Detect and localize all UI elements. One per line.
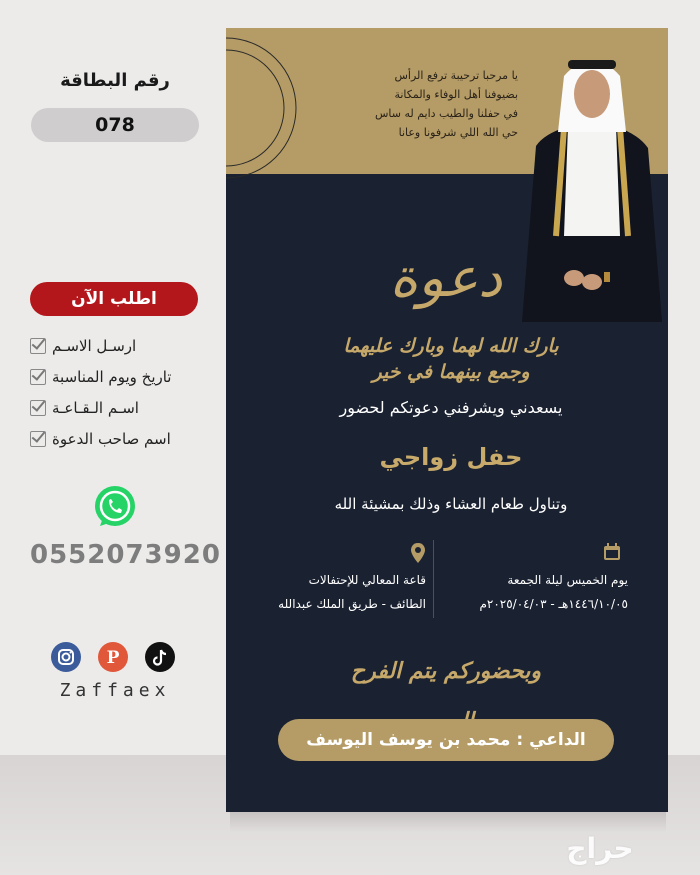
- venue-info: [256, 568, 426, 616]
- poem-line: يا مرحبا ترحيبة ترفع الرأس: [394, 69, 518, 82]
- invitation-card: [226, 28, 668, 812]
- card-shadow: [230, 812, 666, 832]
- info-divider: [433, 540, 434, 618]
- requirement-item: [30, 392, 200, 423]
- order-now-button[interactable]: اطلب الآن: [30, 282, 198, 316]
- card-number-badge: 078: [31, 108, 199, 142]
- closing-calligraphy: وبحضوركم يتم الفرح: [350, 658, 542, 684]
- requirement-text: ارسـل الاسـم: [52, 336, 137, 355]
- checkbox-icon: [30, 431, 46, 447]
- dinner-line: وتناول طعام العشاء وذلك بمشيئة الله: [334, 495, 568, 513]
- card-number-label: رقم البطاقة: [60, 70, 170, 91]
- tiktok-icon[interactable]: [145, 642, 175, 672]
- brand-name: Zaffaex: [59, 680, 171, 701]
- requirements-list: [30, 330, 200, 454]
- date-info: [448, 568, 628, 616]
- groom-figure-image: [516, 36, 666, 322]
- occasion-title: حفل زواجي: [379, 443, 523, 471]
- requirement-text: اسـم الـقـاعـة: [52, 398, 139, 417]
- pinterest-icon[interactable]: [98, 642, 128, 672]
- date-value: ١٤٤٦/١٠/٠٥هـ - ٢٠٢٥/٠٤/٠٣م: [479, 597, 628, 611]
- requirement-text: اسم صاحب الدعوة: [52, 429, 171, 448]
- requirement-item: [30, 423, 200, 454]
- requirement-item: [30, 361, 200, 392]
- instagram-icon[interactable]: [51, 642, 81, 672]
- checkbox-icon: [30, 369, 46, 385]
- poem-line: حي الله اللي شرفونا وعانا: [398, 126, 518, 139]
- checkbox-icon: [30, 400, 46, 416]
- site-watermark: حراج: [566, 832, 634, 865]
- checkbox-icon: [30, 338, 46, 354]
- host-badge: الداعي : محمد بن يوسف اليوسف: [278, 719, 614, 761]
- requirement-text: تاريخ ويوم المناسبة: [52, 367, 172, 386]
- poem-verses: [322, 66, 518, 142]
- date-day: يوم الخميس ليلة الجمعة: [507, 573, 628, 587]
- phone-number[interactable]: 0552073920: [30, 540, 221, 570]
- calendar-icon: [602, 542, 622, 562]
- invitation-title: دعوة: [389, 246, 503, 309]
- svg-text:P: P: [106, 648, 120, 668]
- invitation-intro: يسعدني ويشرفني دعوتكم لحضور: [339, 398, 563, 417]
- blessing-calligraphy: بارك الله لهما وبارك عليهما وجمع بينهما في خير: [343, 335, 559, 383]
- decorative-arcs: [226, 28, 301, 208]
- venue-name: قاعة المعالي للإحتفالات: [308, 573, 426, 587]
- poem-line: في حفلنا والطيب دايم له ساس: [374, 107, 518, 120]
- requirement-item: [30, 330, 200, 361]
- whatsapp-icon[interactable]: [92, 484, 138, 530]
- venue-location: الطائف - طريق الملك عبدالله: [278, 597, 426, 611]
- poem-line: بضيوفنا أهل الوفاء والمكانة: [394, 88, 518, 101]
- social-links: [51, 642, 181, 672]
- location-pin-icon: [410, 542, 426, 564]
